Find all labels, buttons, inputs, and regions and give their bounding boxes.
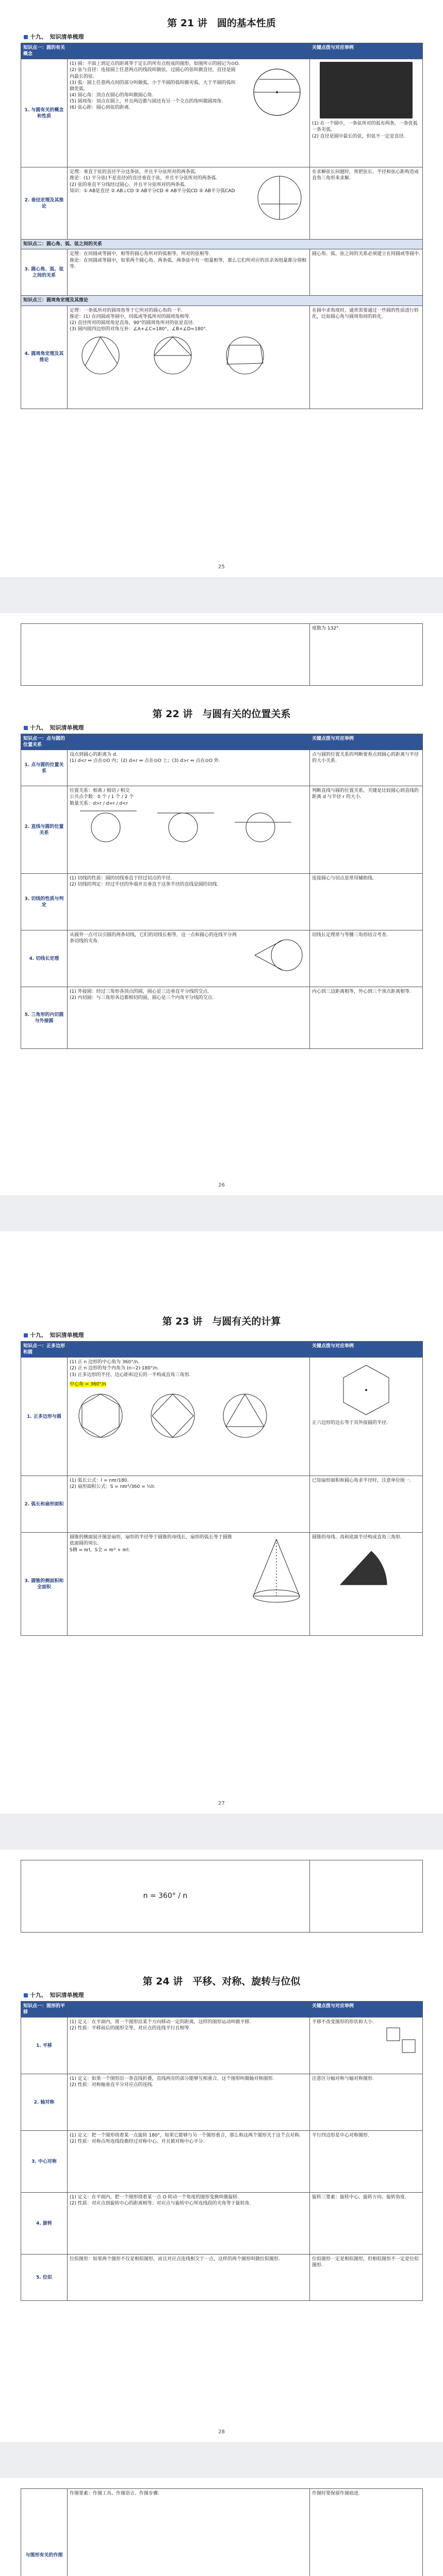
topic-cell: 3. 中心对称 xyxy=(21,2131,68,2193)
cone-figure xyxy=(245,1534,307,1612)
table-header: 知识点一：圆的有关概念 xyxy=(21,43,68,59)
content-cell: 作图要素：作图工具、作图语言、作图步骤. xyxy=(68,2489,310,2576)
note-cell: 注意区分轴对称与轴对称图形. xyxy=(310,2074,423,2131)
table-row xyxy=(21,987,423,1049)
topic-cell: 5. 位似 xyxy=(21,2255,68,2301)
table-row xyxy=(21,249,423,296)
topic-cell: 4. 切线长定理 xyxy=(21,930,68,987)
content-cell: (1) 正 n 边形的中心角为 360°/n. (2) 正 n 边形的每个内角为 (n−2)·180°/n. (3) 正多边形的半径、边心距和边长的一半构成直角三角形. 中心角 = 360°/n xyxy=(68,1358,310,1476)
content-cell: (1) 圆：平面上到定点的距离等于定长的所有点组成的图形。如图所示的圆记为⊙O. (2) 弦与直径：连接圆上任意两点的线段叫做弦，过圆心的弦叫做直径，直径是圆内最长的弦. (3) 弧：圆上任意两点间的部分叫做弧，小于半圆的弧叫做劣弧，大于半圆的弧叫做优弧. (4) 圆心角：顶点在圆心的角叫做圆心角. (5) 圆周角：顶点在圆上，并且两边都与圆还有另一个交点的角叫做圆周角. (6) 弦心距：圆心到弦的距离. xyxy=(68,59,310,167)
page-28 xyxy=(0,1850,443,2442)
content-cell: (1) 定义：在平面内，将一个图形沿某个方向移动一定的距离，这样的图形运动叫做平移. (2) 性质：平移前后的图形全等，对应点的连线平行且相等. xyxy=(68,2018,310,2074)
section-header: 知识点三：圆周角定理及其推论 xyxy=(21,296,423,306)
content-cell: 位似图形：如果两个图形不仅是相似图形，而且对应点连线相交于一点，这样的两个图形叫做位似图形. xyxy=(68,2255,310,2301)
page-number: 25 xyxy=(218,564,225,570)
note-cell: 连接圆心与切点是常用辅助线. xyxy=(310,874,423,930)
table-header: 关键点拨与对应举例 xyxy=(310,734,423,750)
page-gap xyxy=(0,2442,443,2478)
note-cell: 判断直线与圆的位置关系，关键是比较圆心到直线的距离 d 与半径 r 的大小. xyxy=(310,786,423,874)
tangent-length-figure xyxy=(251,932,307,978)
content-cell: 设点到圆心的距离为 d. (1) d<r ⇔ 点在⊙O 内；(2) d=r ⇔ 点在⊙O 上；(3) d>r ⇔ 点在⊙O 外. xyxy=(68,750,310,786)
carry-over-table xyxy=(21,1860,423,1933)
page-27 xyxy=(0,1231,443,1814)
line-circle-figures xyxy=(70,807,297,848)
note-cell: 点与圆的位置关系的判断要看点到圆心的距离与半径的大小关系. xyxy=(310,750,423,786)
formula-cell: n = 360° / n xyxy=(21,1860,310,1933)
knowledge-table xyxy=(21,1341,423,1636)
content-cell: (1) 定义：在平面内，把一个图形绕着某一点 O 转动一个角度的图形变换叫做旋转. (2) 性质：对应点到旋转中心的距离相等；对应点与旋转中心所连线段的夹角等于旋转角. xyxy=(68,2193,310,2255)
section-label: 十九、 知识清单梳理 xyxy=(24,32,422,41)
table-row xyxy=(21,2193,423,2255)
content-cell: (1) 外接圆：经过三角形各顶点的圆，圆心是三边垂直平分线的交点. (2) 内切圆：与三角形各边都相切的圆，圆心是三个内角平分线的交点. xyxy=(68,987,310,1049)
topic-cell: 4. 旋转 xyxy=(21,2193,68,2255)
table-row xyxy=(21,1533,423,1636)
knowledge-table xyxy=(21,2001,423,2301)
table-header: 关键点拨与对应举例 xyxy=(310,1342,423,1358)
highlight-formula: 中心角 = 360°/n xyxy=(70,1381,106,1387)
table-row xyxy=(21,1476,423,1533)
note-cell: (1) 在一个圆中，一条弦所对的弧有两条，一条优弧一条劣弧。 (2) 直径是圆中最长的弦，但弦不一定是直径. xyxy=(310,59,423,167)
note-cell: 在求解弦长问题时，常把弦长、半径和弦心距构造成直角三角形来求解. xyxy=(310,167,423,240)
content-cell: (1) 定义：如果一个图形沿一条直线折叠，直线两旁的部分能够互相重合，这个图形叫做轴对称图形. (2) 性质：对称轴垂直平分对应点的连线. xyxy=(68,2074,310,2131)
sector-figure xyxy=(335,1544,397,1590)
topic-cell: 1. 平移 xyxy=(21,2018,68,2074)
page-number: 27 xyxy=(218,1801,225,1806)
content-cell: 位置关系：相离 / 相切 / 相交 公共点个数：0 个 / 1 个 / 2 个 数量关系：d>r / d=r / d<r xyxy=(68,786,310,874)
circle-figure xyxy=(249,64,305,121)
topic-cell: 2. 直线与圆的位置关系 xyxy=(21,786,68,874)
table-row xyxy=(21,2255,423,2301)
note-cell: 圆心角、弧、弦之间的关系必须建立在同圆或等圆中. xyxy=(310,249,423,296)
content-cell: 从圆外一点可以引圆的两条切线，它们的切线长相等，这一点和圆心的连线平分两条切线的夹角. xyxy=(68,930,310,987)
note-cell: 在圆中求角度时，通常需要通过一些圆的性质进行转化，比如圆心角与圆周角间的转化. xyxy=(310,306,423,409)
note-cell: 旋转三要素：旋转中心、旋转方向、旋转角度. xyxy=(310,2193,423,2255)
table-row xyxy=(21,2131,423,2193)
note-cell: 作图时要保留作图痕迹. xyxy=(310,2489,423,2576)
topic-cell: 2. 垂径定理及其推论 xyxy=(21,167,68,240)
table-header: 关键点拨与对应举例 xyxy=(310,43,423,59)
page-gap xyxy=(0,1814,443,1850)
topic-cell: 1. 与圆有关的概念和性质 xyxy=(21,59,68,167)
topic-cell: 2. 弧长和扇形面积 xyxy=(21,1476,68,1533)
section-label: 十九、 知识清单梳理 xyxy=(24,1331,422,1339)
topic-cell: 1. 正多边形与圆 xyxy=(21,1358,68,1476)
table-row xyxy=(21,1358,423,1476)
table-row xyxy=(21,2074,423,2131)
table-header: 知识点一：正多边形和圆 xyxy=(21,1342,68,1358)
content-cell: 定理：垂直于弦的直径平分这条弦，并且平分弦所对的两条弧. 推论：(1) 平分弦(不是直径)的直径垂直于弦，并且平分弦所对的两条弧. (2) 弦的垂直平分线经过圆心，并且平分弦所对的两条弧. 知识：① AB是直径 ② AB⊥CD ③ AB平分CD ④ AB平分弧CD ⑤ AB平分弧CAD xyxy=(68,167,310,240)
page-number: 28 xyxy=(218,2429,225,2435)
topic-cell: 与图形有关的作图 xyxy=(21,2489,68,2576)
note-cell: 平行四边形是中心对称图形. xyxy=(310,2131,423,2193)
page-26 xyxy=(0,613,443,1195)
topic-cell: 4. 圆周角定理及其推论 xyxy=(21,306,68,409)
table-row xyxy=(21,786,423,874)
table-header: 知识点一：图形的平移 xyxy=(21,2002,68,2018)
topic-cell: 5. 三角形的内切圆与外接圆 xyxy=(21,987,68,1049)
inscribed-angle-figures xyxy=(70,332,297,379)
topic-cell: 3. 圆锥的侧面积和全面积 xyxy=(21,1533,68,1636)
page-25 xyxy=(0,0,443,577)
topic-cell: 3. 圆心角、弧、弦之间的关系 xyxy=(21,249,68,296)
lecture-title: 第 22 讲 与圆有关的位置关系 xyxy=(152,708,291,720)
page-gap xyxy=(0,577,443,613)
content-cell: (1) 切线的性质：圆的切线垂直于经过切点的半径. (2) 切线的判定：经过半径的外端并且垂直于这条半径的直线是圆的切线. xyxy=(68,874,310,930)
section-label: 十九、 知识清单梳理 xyxy=(24,1991,422,1999)
page-29 xyxy=(0,2478,443,2576)
note-cell: 圆锥的母线、高和底面半径构成直角三角形. xyxy=(310,1533,423,1636)
carry-over-table xyxy=(21,2488,423,2576)
topic-cell: 3. 切线的性质与判定 xyxy=(21,874,68,930)
page-number: 26 xyxy=(218,1182,225,1188)
carry-over-table xyxy=(21,623,423,686)
note-cell: 位似图形一定是相似图形，但相似图形不一定是位似图形. xyxy=(310,2255,423,2301)
regular-polygon-figures xyxy=(70,1387,297,1444)
table-row xyxy=(21,930,423,987)
content-cell: 定理：一条弧所对的圆周角等于它所对的圆心角的一半. 推论：(1) 在同圆或等圆中，同弧或等弧所对的圆周角相等. (2) 直径所对的圆周角是直角，90°的圆周角所对的弦是直径. (3) 圆内接四边形的对角互补：∠A+∠C=180°，∠B+∠D=180°. xyxy=(68,306,310,409)
section-label: 十九、 知识清单梳理 xyxy=(24,723,422,732)
table-header: 知识点一：点与圆的位置关系 xyxy=(21,734,68,750)
note-cell: 内心到三边距离相等，外心到三个顶点距离相等. xyxy=(310,987,423,1049)
knowledge-table xyxy=(21,43,423,409)
knowledge-table xyxy=(21,734,423,1049)
table-row xyxy=(21,874,423,930)
table-header: 关键点拨与对应举例 xyxy=(310,2002,423,2018)
content-cell: (1) 弧长公式：l = nπr/180. (2) 扇形面积公式：S = nπr²/360 = ½lr. xyxy=(68,1476,310,1533)
content-cell: 圆锥的侧面展开图是扇形，扇形的半径等于圆锥的母线长，扇形的弧长等于圆锥底面圆的周长. S侧 = πrl，S全 = πr² + πrl. xyxy=(68,1533,310,1636)
photo-figure xyxy=(320,62,413,118)
hexagon-figure xyxy=(335,1361,397,1418)
topic-cell: 2. 轴对称 xyxy=(21,2074,68,2131)
table-row xyxy=(21,306,423,409)
table-row xyxy=(21,750,423,786)
page-gap xyxy=(0,1195,443,1231)
table-row xyxy=(21,2018,423,2074)
table-row xyxy=(21,59,423,167)
section-header: 知识点二：圆心角、弧、弦之间的关系 xyxy=(21,240,423,249)
lecture-title: 第 24 讲 平移、对称、旋转与位似 xyxy=(142,1976,301,1987)
content-cell: 定理：在同圆或等圆中，相等的圆心角所对的弧相等，所对的弦相等. 推论：在同圆或等圆中，如果两个圆心角、两条弧、两条弦中有一组量相等，那么它们所对应的其余各组量都分别相等. xyxy=(68,249,310,296)
note-cell: 切线长定理常与等腰三角形结合考查. xyxy=(310,930,423,987)
lecture-title: 第 21 讲 圆的基本性质 xyxy=(167,18,276,29)
lecture-title: 第 23 讲 与圆有关的计算 xyxy=(162,1316,281,1327)
note-cell: 平移不改变图形的形状和大小. xyxy=(310,2018,423,2074)
note-cell: 度数为 132°. xyxy=(310,624,423,686)
translation-figure xyxy=(384,2025,420,2056)
note-cell: 正六边形的边长等于其外接圆的半径. xyxy=(310,1358,423,1476)
topic-cell: 1. 点与圆的位置关系 xyxy=(21,750,68,786)
table-row xyxy=(21,167,423,240)
content-cell: (1) 定义：把一个图形绕着某一点旋转 180°，如果它能够与另一个图形重合，那么称这两个图形关于这个点对称. (2) 性质：对称点所连线段都经过对称中心，并且被对称中心平分. xyxy=(68,2131,310,2193)
perpendicular-diameter-figure xyxy=(254,172,305,224)
note-cell: 已知扇形面积和圆心角求半径时，注意单位统一. xyxy=(310,1476,423,1533)
